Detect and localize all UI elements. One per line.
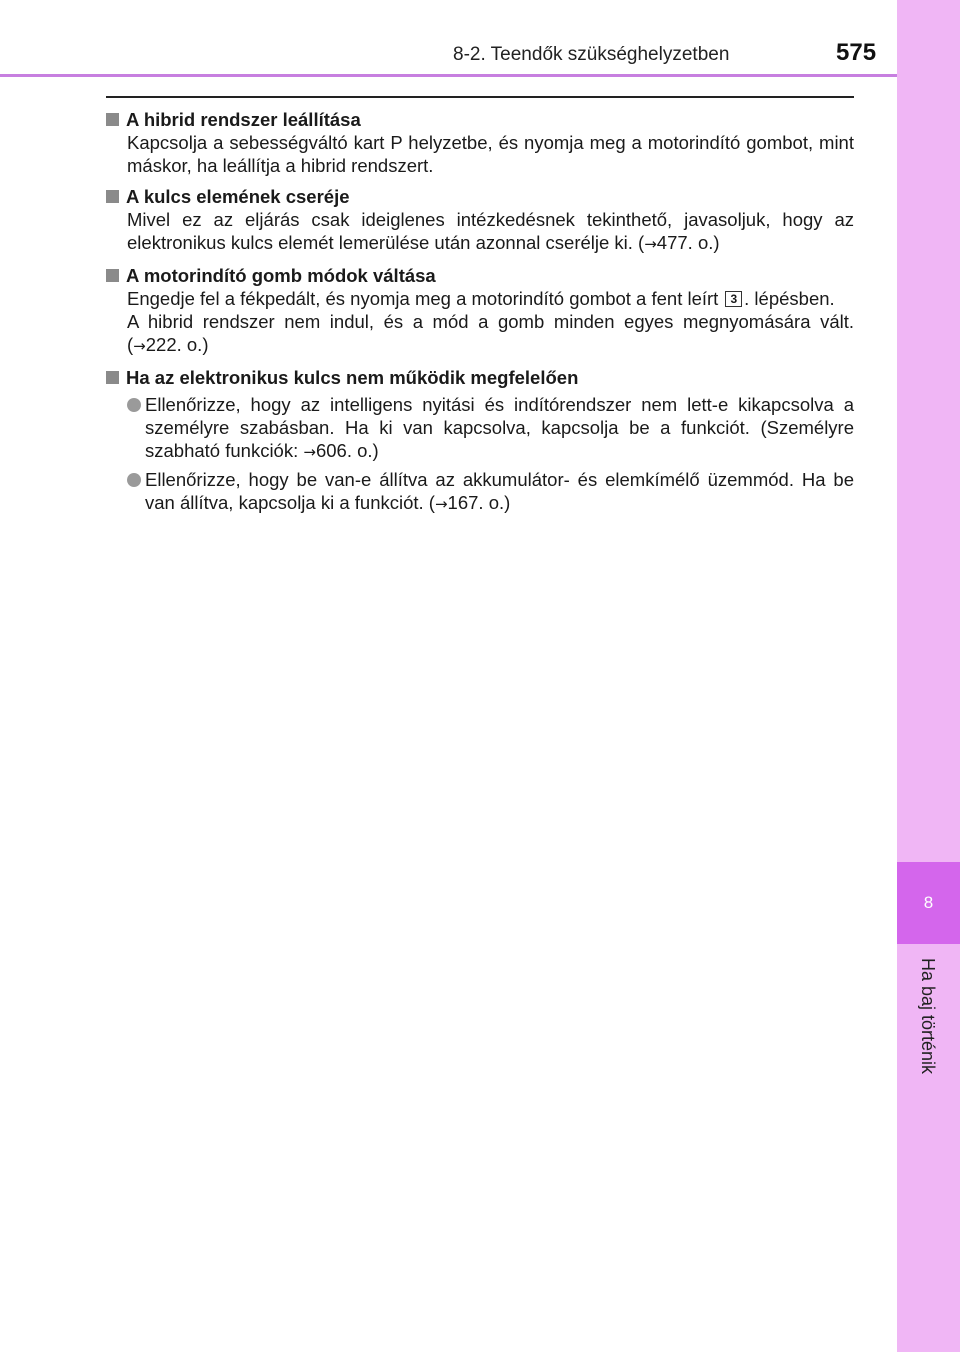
section-key-battery xyxy=(106,185,854,256)
circle-bullet-icon xyxy=(127,398,141,412)
circle-bullet-icon xyxy=(127,473,141,487)
reference-arrow-icon: → xyxy=(133,337,146,355)
section-text: Kapcsolja a sebességváltó kart P helyzetbe, és nyomja meg a motorindító gombot, mint máskor, ha leállítja a hibrid rendszert. xyxy=(127,132,854,176)
chapter-side-tab xyxy=(897,0,960,1352)
section-heading: A hibrid rendszer leállítása xyxy=(106,108,854,131)
list-item: Ellenőrizze, hogy be van-e állítva az akkumulátor- és elemkímélő üzemmód. Ha be van állítva, kapcsolja ki a funkciót. (→167. o.) xyxy=(106,468,854,516)
section-text: Engedje fel a fékpedált, és nyomja meg a motorindító gombot a fent leírt 3 . lépésben. A hibrid rendszer nem indul, és a mód a gomb minden egyes megnyomására vált. (→222. o.) xyxy=(127,288,854,355)
square-bullet-icon xyxy=(106,371,119,384)
square-bullet-icon xyxy=(106,269,119,282)
section-mode-switch xyxy=(106,264,854,358)
header-divider xyxy=(0,74,897,77)
page-number: 575 xyxy=(836,39,877,66)
step-number-badge: 3 xyxy=(725,291,742,307)
section-hybrid-stop xyxy=(106,108,854,177)
reference-arrow-icon: → xyxy=(434,495,448,513)
reference-arrow-icon: → xyxy=(303,443,316,461)
section-text: Mivel ez az eljárás csak ideiglenes intézkedésnek tekinthető, javasoljuk, hogy az elektronikus kulcs elemét lemerülése után azonnal cserélje ki. (→477. o.) xyxy=(127,209,854,253)
section-heading: A motorindító gomb módok váltása xyxy=(106,264,854,287)
section-heading: Ha az elektronikus kulcs nem működik megfelelően xyxy=(106,366,854,389)
reference-arrow-icon: → xyxy=(644,235,657,253)
section-heading: A kulcs elemének cseréje xyxy=(106,185,854,208)
chapter-label: Ha baj történik xyxy=(918,958,938,1075)
list-item: Ellenőrizze, hogy az intelligens nyitási és indítórendszer nem lett-e kikapcsolva a személyre szabásban. Ha ki van kapcsolva, kapcsolja be a funkciót. (Személyre szabható funkciók: →606. o.) xyxy=(106,393,854,464)
content-top-rule xyxy=(106,96,854,98)
section-title: 8-2. Teendők szükséghelyzetben xyxy=(453,44,730,65)
section-key-malfunction xyxy=(106,366,854,516)
chapter-number: 8 xyxy=(897,862,960,944)
page-content xyxy=(106,108,854,524)
square-bullet-icon xyxy=(106,113,119,126)
square-bullet-icon xyxy=(106,190,119,203)
